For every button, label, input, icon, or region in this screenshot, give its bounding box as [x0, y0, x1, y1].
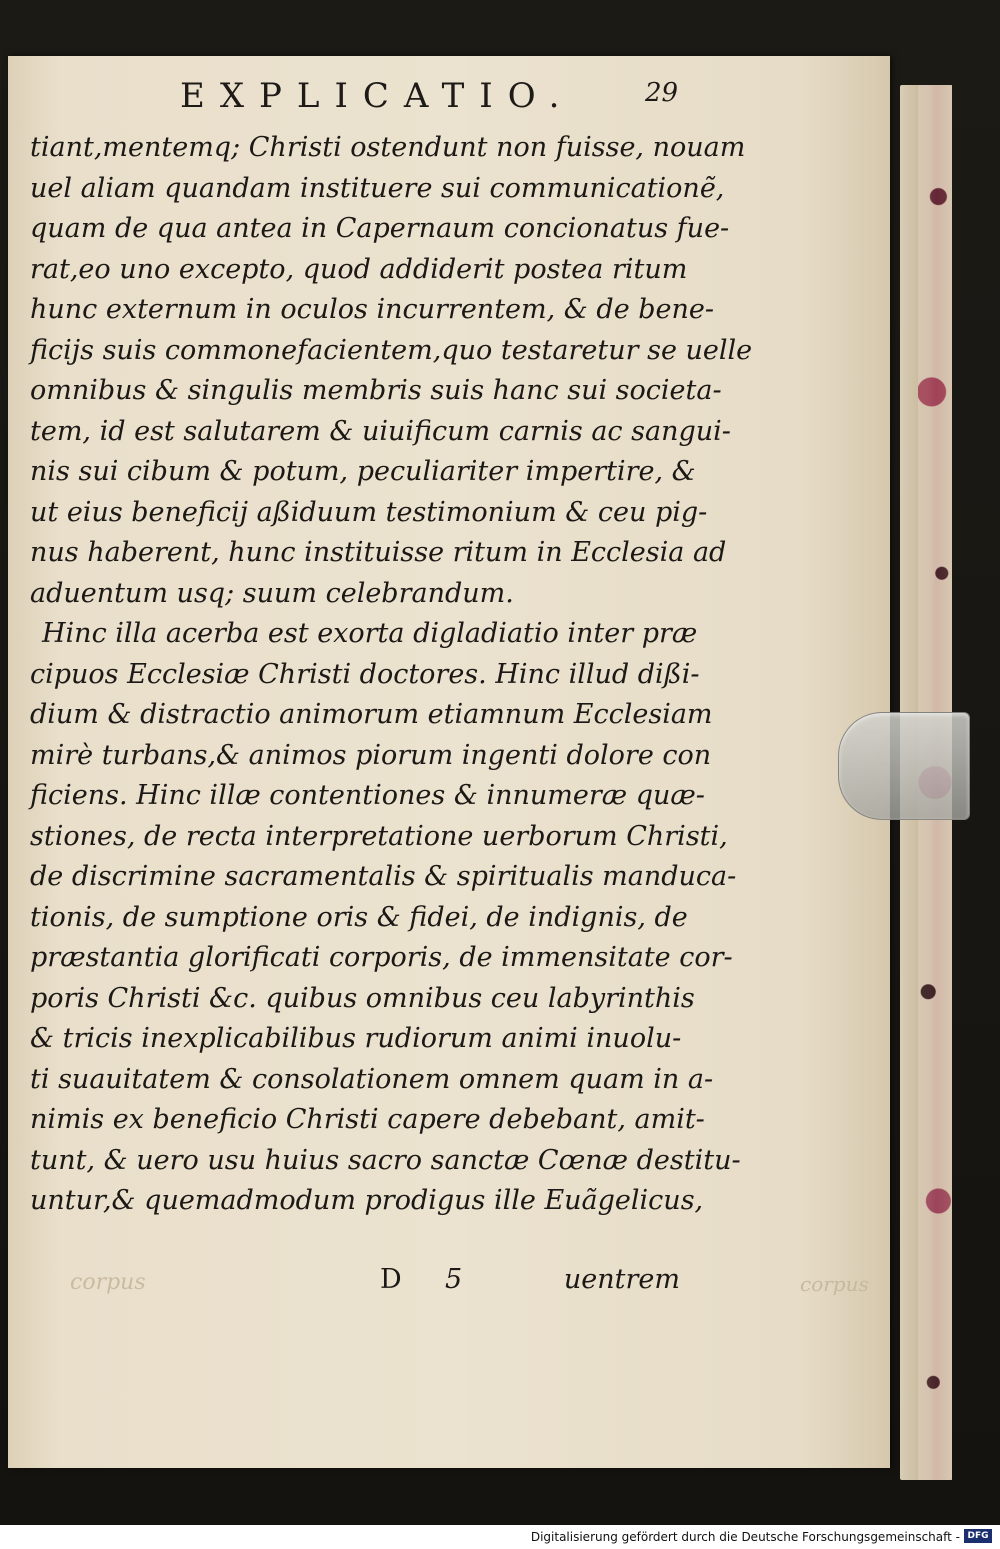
text-line: tionis, de sumptione oris & fidei, de indignis, de	[30, 901, 688, 933]
page-number: 29	[645, 78, 679, 108]
text-line: nimis ex beneficio Christi capere debebant, amit-	[30, 1104, 705, 1135]
page-footer-line	[30, 1264, 680, 1304]
page-header	[30, 76, 790, 116]
text-line: nis sui cibum & potum, peculiariter impertire, &	[30, 456, 696, 487]
text-line: tunt, & uero usu huius sacro sanctæ Cœnæ destitu-	[30, 1144, 741, 1176]
text-line: omnibus & singulis membris suis hanc sui societa-	[30, 375, 722, 406]
running-title: EXPLICATIO.	[180, 76, 575, 116]
text-line: nus haberent, hunc instituisse ritum in Ecclesia ad	[30, 537, 727, 568]
showthrough-text-right: corpus	[800, 1272, 869, 1296]
catchword: uentrem	[563, 1264, 680, 1295]
text-line: untur,& quemadmodum prodigus ille Euãgelicus,	[30, 1185, 704, 1216]
body-text	[30, 128, 753, 1222]
text-line: ficiens. Hinc illæ contentiones & innumeræ quæ-	[30, 780, 705, 811]
showthrough-text-left: corpus	[70, 1270, 146, 1295]
text-line: ut eius beneficij aßiduum testimonium & ceu pig-	[30, 496, 708, 528]
text-line: tiant,mentemq; Christi ostendunt non fuisse, nouam	[30, 132, 746, 163]
book-clamp	[838, 712, 970, 820]
text-line: rat,eo uno excepto, quod addiderit postea ritum	[30, 253, 688, 285]
digitization-footer	[0, 1525, 1000, 1549]
text-line: ti suauitatem & consolationem omnem quam in a-	[30, 1063, 714, 1095]
text-line: poris Christi &c. quibus omnibus ceu labyrinthis	[30, 982, 695, 1014]
dfg-logo: DFG	[964, 1529, 992, 1543]
text-line: cipuos Ecclesiæ Christi doctores. Hinc illud dißi-	[30, 658, 700, 690]
text-line: hunc externum in oculos incurrentem, & de bene-	[30, 294, 715, 325]
text-line: quam de qua antea in Capernaum concionatus fue-	[30, 213, 730, 244]
funding-credit: Digitalisierung gefördert durch die Deutsche Forschungsgemeinschaft -	[530, 1530, 960, 1544]
text-line: stiones, de recta interpretatione uerborum Christi,	[30, 820, 728, 852]
text-line: ficijs suis commonefacientem,quo testaretur se uelle	[30, 334, 753, 366]
signature-mark: D	[380, 1264, 402, 1295]
text-line: aduentum usq; suum celebrandum.	[30, 577, 514, 609]
text-line: uel aliam quandam instituere sui communicationẽ,	[30, 172, 725, 204]
signature-number: 5	[445, 1264, 463, 1295]
text-line: mirè turbans,& animos piorum ingenti dolore con	[30, 739, 712, 771]
text-line: præstantia glorificati corporis, de immensitate cor-	[30, 942, 733, 973]
text-line: dium & distractio animorum etiamnum Ecclesiam	[30, 699, 713, 730]
text-line: tem, id est salutarem & uiuificum carnis ac sangui-	[30, 415, 731, 447]
text-line: de discrimine sacramentalis & spiritualis manduca-	[30, 861, 737, 892]
text-line: Hinc illa acerba est exorta digladiatio inter præ	[42, 618, 698, 649]
text-line: & tricis inexplicabilibus rudiorum animi inuolu-	[30, 1023, 682, 1054]
